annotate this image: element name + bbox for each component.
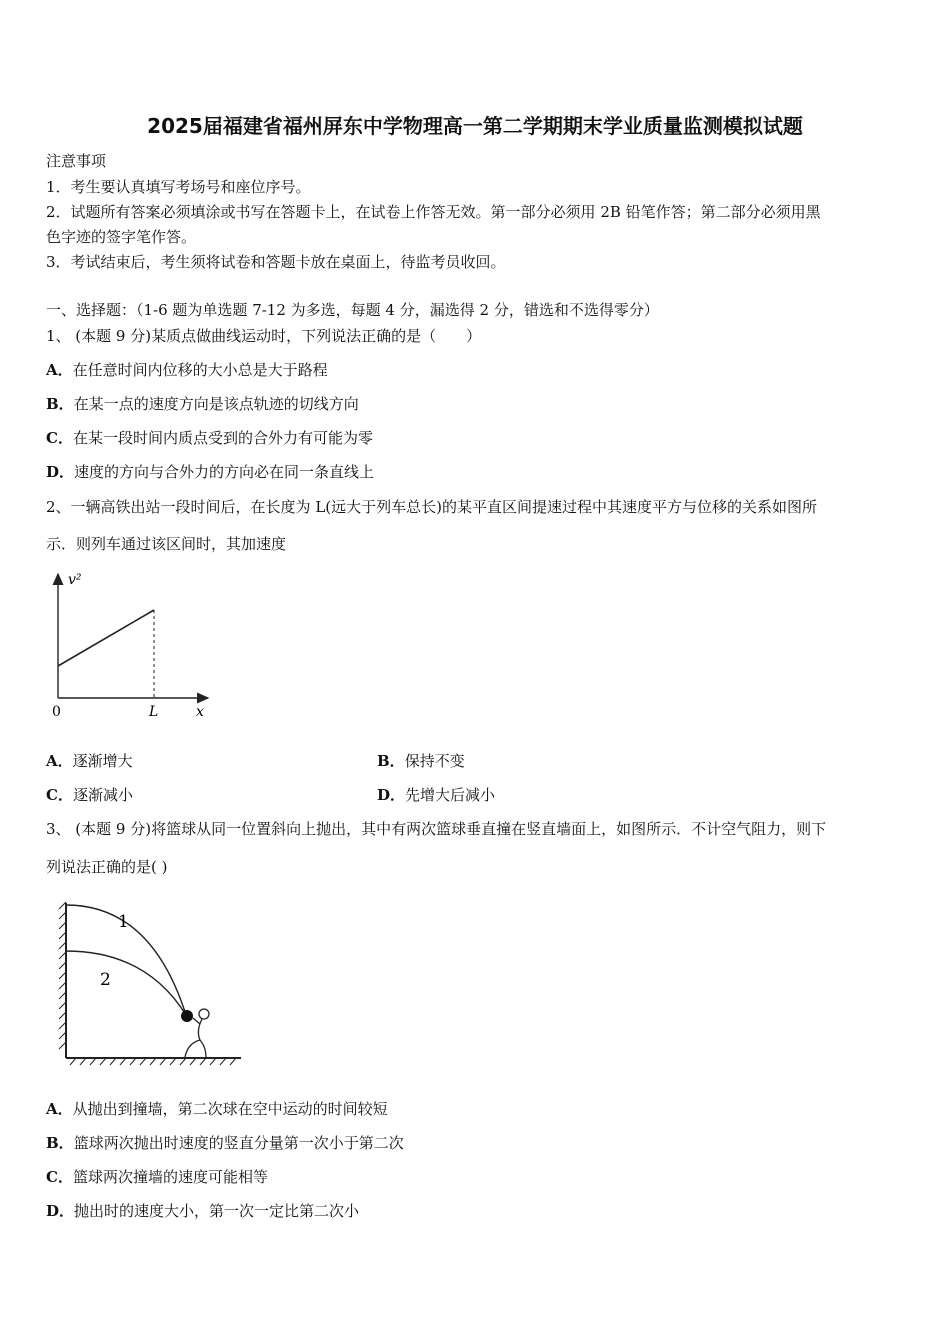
question-2-option-a: A．逐渐增大 (46, 752, 133, 770)
question-3-stem-cont: 列说法正确的是( ) (46, 858, 168, 876)
notice-item: 1．考生要认真填写考场号和座位序号。 (46, 178, 311, 196)
trajectory-1-label: 1 (118, 912, 129, 932)
trajectory-2 (66, 951, 186, 1015)
origin-label: 0 (52, 704, 61, 720)
question-3-option-c: C．篮球两次撞墙的速度可能相等 (46, 1168, 268, 1186)
notice-heading: 注意事项 (46, 152, 107, 170)
question-2-option-b: B．保持不变 (377, 752, 465, 770)
question-3-option-d: D．抛出时的速度大小，第一次一定比第二次小 (46, 1202, 360, 1220)
v2-x-graph (46, 566, 226, 726)
y-axis-label: v² (68, 572, 82, 588)
notice-item: 2．试题所有答案必须填涂或书写在答题卡上，在试卷上作答无效。第一部分必须用 2B 铅笔作答；第二部分必须用黑 (46, 203, 821, 221)
question-2-stem-cont: 示．则列车通过该区间时，其加速度 (46, 535, 287, 553)
section-heading: 一、选择题：（1-6 题为单选题 7-12 为多选，每题 4 分，漏选得 2 分，错选和不选得零分） (46, 301, 659, 319)
question-2-stem: 2、一辆高铁出站一段时间后，在长度为 L(远大于列车总长)的某平直区间提速过程中其速度平方与位移的关系如图所 (46, 498, 817, 516)
basketball (181, 1010, 193, 1022)
wall-hatching (59, 902, 66, 1049)
question-2-option-d: D．先增大后减小 (377, 786, 496, 804)
question-1-option-b: B．在某一点的速度方向是该点轨迹的切线方向 (46, 395, 359, 413)
trajectory-2-label: 2 (100, 970, 111, 990)
question-1-stem: 1、 (本题 9 分)某质点做曲线运动时，下列说法正确的是（ ） (46, 327, 482, 345)
question-1-option-a: A．在任意时间内位移的大小总是大于路程 (46, 361, 328, 379)
question-1-option-c: C．在某一段时间内质点受到的合外力有可能为零 (46, 429, 373, 447)
question-3-option-b: B．篮球两次抛出时速度的竖直分量第一次小于第二次 (46, 1134, 404, 1152)
question-1-option-d: D．速度的方向与合外力的方向必在同一条直线上 (46, 463, 375, 481)
l-label: L (149, 704, 159, 720)
x-axis-label: x (196, 704, 204, 720)
page-title: 2025届福建省福州屏东中学物理高一第二学期期末学业质量监测模拟试题 (147, 114, 803, 138)
basketball-figure (56, 893, 246, 1068)
question-3-option-a: A．从抛出到撞墙，第二次球在空中运动的时间较短 (46, 1100, 388, 1118)
question-3-stem: 3、 (本题 9 分)将篮球从同一位置斜向上抛出，其中有两次篮球垂直撞在竖直墙面上，如图所示．不计空气阻力，则下 (46, 820, 827, 838)
notice-item: 3．考试结束后，考生须将试卷和答题卡放在桌面上，待监考员收回。 (46, 253, 506, 271)
notice-item: 色字迹的签字笔作答。 (46, 228, 197, 246)
ground-hatching (70, 1058, 236, 1065)
v2-line (58, 610, 154, 666)
question-2-option-c: C．逐渐减小 (46, 786, 133, 804)
